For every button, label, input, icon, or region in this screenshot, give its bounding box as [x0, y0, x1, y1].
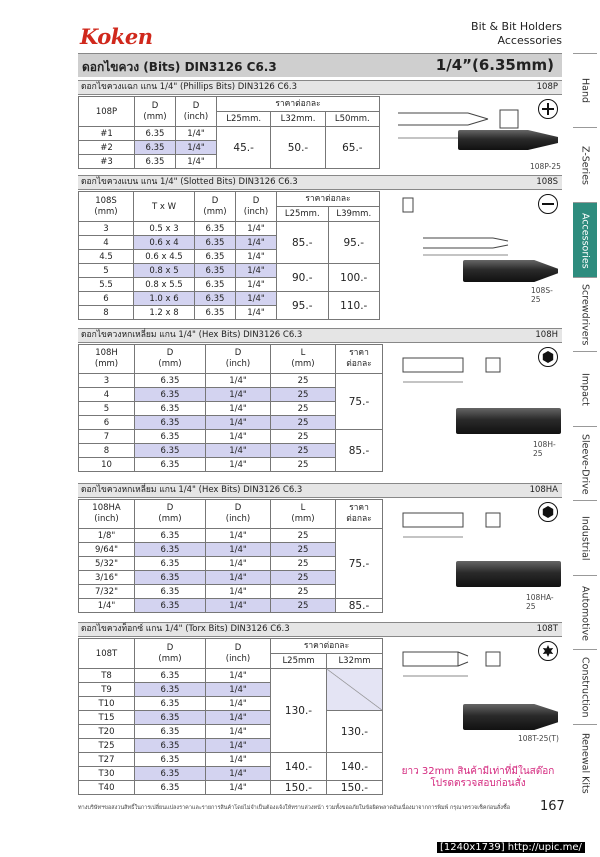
- slotted-icon: [538, 194, 558, 214]
- tab-accessories[interactable]: [573, 202, 597, 278]
- tab-label: Impact: [579, 373, 591, 406]
- tab-label: Automotive: [579, 585, 591, 641]
- table-cell: T25: [79, 739, 135, 753]
- section-title: ดอกไขควงแฉก แกน 1/4" (Phillips Bits) DIN3126 C6.3: [81, 82, 297, 92]
- table-row: [79, 127, 380, 141]
- phillips-bit-photo: [458, 130, 558, 150]
- table-cell: 1/4": [206, 585, 271, 599]
- table-cell: 25: [271, 388, 336, 402]
- table-cell: T27: [79, 753, 135, 767]
- table-cell: 3/16": [79, 571, 135, 585]
- table-cell: 75.-: [336, 529, 383, 599]
- table-cell: 6.35: [135, 444, 206, 458]
- hex-mm-caption: 108H-25: [533, 440, 556, 458]
- table-cell: 6.35: [135, 374, 206, 388]
- table-cell: 0.8 x 5.5: [134, 278, 195, 292]
- section-header: [78, 80, 562, 95]
- table-cell: 1.0 x 6: [134, 292, 195, 306]
- table-cell: 1/4": [206, 599, 271, 613]
- table-cell: 25: [271, 416, 336, 430]
- section-header: [78, 622, 562, 637]
- section-code: 108P: [536, 82, 558, 92]
- table-row: [79, 222, 380, 236]
- footer-disclaimer: ทางบริษัทฯขอสงวนสิทธิ์ในการเปลี่ยนแปลงราคาและรายการสินค้าโดยไม่จำเป็นต้องแจ้งให้ทราบล่วงหน้า รวมทั้งขออภัยในข้อผิดพลาดอันเนื่องมาจากการพิมพ์ กรุณาตรวจเช็คก่อนสั่งซื้อ: [78, 805, 511, 811]
- table-cell: 6.35: [195, 264, 236, 278]
- table-cell: 6.35: [135, 585, 206, 599]
- table-cell: L (mm): [271, 500, 336, 529]
- table-cell: 1/4": [236, 222, 277, 236]
- tab-construction[interactable]: [573, 649, 597, 725]
- page-number: 167: [540, 799, 565, 814]
- table-cell: 9/64": [79, 543, 135, 557]
- table-cell: 25: [271, 444, 336, 458]
- section-title: ดอกไขควงหกเหลี่ยม แกน 1/4" (Hex Bits) DIN3126 C6.3: [81, 330, 303, 340]
- table-cell: D (mm): [135, 97, 176, 127]
- tab-hand[interactable]: [573, 53, 597, 128]
- section-hex-mm: [78, 328, 562, 474]
- table-cell: 108HA (inch): [79, 500, 135, 529]
- table-row: [79, 264, 380, 278]
- table-cell: 1/4": [236, 292, 277, 306]
- tab-label: Screwdrivers: [579, 284, 591, 346]
- table-cell: 1/4": [206, 557, 271, 571]
- table-cell: 7: [79, 430, 135, 444]
- torx-diagram: [398, 644, 528, 684]
- table-cell: D (mm): [135, 500, 206, 529]
- table-row: [79, 374, 383, 388]
- table-cell: 25: [271, 543, 336, 557]
- table-cell: D (inch): [176, 97, 217, 127]
- table-cell: D (inch): [206, 500, 271, 529]
- table-cell: 100.-: [328, 264, 380, 292]
- tab-screwdrivers[interactable]: [573, 277, 597, 352]
- table-cell: 4: [79, 236, 134, 250]
- table-cell: 25: [271, 529, 336, 543]
- table-cell: 1/4": [206, 402, 271, 416]
- table-cell: #1: [79, 127, 135, 141]
- table-cell: 130.-: [271, 669, 327, 753]
- table-cell: 0.6 x 4: [134, 236, 195, 250]
- table-cell: 1/4": [176, 155, 217, 169]
- table-cell: 6.35: [135, 141, 176, 155]
- tab-label: Renewal Kits: [579, 732, 591, 794]
- table-cell: 6.35: [135, 711, 206, 725]
- table-cell: 150.-: [271, 781, 327, 795]
- table-cell: 0.5 x 3: [134, 222, 195, 236]
- table-cell: 108T: [79, 639, 135, 669]
- section-code: 108HA: [529, 485, 558, 495]
- phillips-table: [78, 96, 380, 169]
- table-cell: 8: [79, 306, 134, 320]
- table-cell: 1/4": [206, 374, 271, 388]
- table-cell: 6.35: [135, 430, 206, 444]
- tab-renewal-kits[interactable]: [573, 724, 597, 801]
- table-cell: L32mm: [327, 654, 383, 669]
- tab-label: Z-Series: [579, 146, 591, 185]
- table-cell: 1/4": [236, 250, 277, 264]
- table-cell: 1/4": [206, 683, 271, 697]
- table-cell: T15: [79, 711, 135, 725]
- table-cell: D (mm): [195, 192, 236, 222]
- table-cell: 6.35: [135, 571, 206, 585]
- hex-inch-bit-photo: [456, 561, 561, 587]
- table-cell: 75.-: [336, 374, 383, 430]
- section-title: ดอกไขควงแบน แกน 1/4" (Slotted Bits) DIN3126 C6.3: [81, 177, 298, 187]
- table-cell: 6.35: [195, 292, 236, 306]
- table-cell: 25: [271, 402, 336, 416]
- phillips-icon: [538, 99, 558, 119]
- hex-inch-diagram: [398, 505, 528, 545]
- hex-inch-table: [78, 499, 383, 613]
- table-cell: 6.35: [135, 402, 206, 416]
- drive-size: 1/4”(6.35mm): [435, 56, 554, 74]
- table-cell: 1/4": [206, 388, 271, 402]
- table-cell: 6.35: [135, 127, 176, 141]
- table-cell: 6.35: [135, 767, 206, 781]
- table-cell: 1/4": [206, 739, 271, 753]
- table-cell: 1/4": [206, 543, 271, 557]
- hex-icon: [538, 347, 558, 367]
- table-cell: 1/4": [206, 444, 271, 458]
- table-cell: 85.-: [277, 222, 329, 264]
- table-cell: 65.-: [325, 127, 379, 169]
- tab-label: Sleeve-Drive: [579, 433, 591, 495]
- table-cell: 95.-: [277, 292, 329, 320]
- hex-icon: [538, 502, 558, 522]
- table-cell: 25: [271, 374, 336, 388]
- table-cell: 108P: [79, 97, 135, 127]
- section-hex-inch: [78, 483, 562, 613]
- table-cell: 1/4": [206, 697, 271, 711]
- table-cell: 150.-: [327, 781, 383, 795]
- table-row: [79, 711, 383, 725]
- table-cell: 90.-: [277, 264, 329, 292]
- slotted-table: [78, 191, 380, 320]
- table-cell: 8: [79, 444, 135, 458]
- table-cell: 25: [271, 585, 336, 599]
- table-cell: T30: [79, 767, 135, 781]
- table-cell: 1/4": [206, 458, 271, 472]
- table-cell: 108H (mm): [79, 345, 135, 374]
- table-cell: 0.8 x 5: [134, 264, 195, 278]
- table-cell: 3: [79, 222, 134, 236]
- table-cell: 5: [79, 264, 134, 278]
- table-cell: 5.5: [79, 278, 134, 292]
- slotted-diagram: [398, 193, 538, 258]
- table-cell: 1/4": [236, 264, 277, 278]
- section-code: 108T: [536, 624, 558, 634]
- table-cell: 1/4": [206, 571, 271, 585]
- table-cell: 5/32": [79, 557, 135, 571]
- header-line2: Accessories: [497, 34, 562, 47]
- table-cell: L (mm): [271, 345, 336, 374]
- table-cell: L25mm: [271, 654, 327, 669]
- table-cell: 1/4": [206, 529, 271, 543]
- table-cell: 6.35: [135, 683, 206, 697]
- table-cell: L25mm.: [217, 112, 271, 127]
- section-slotted: [78, 175, 562, 320]
- table-cell: D (mm): [135, 345, 206, 374]
- table-cell: 7/32": [79, 585, 135, 599]
- na-cell: [327, 669, 383, 711]
- table-cell: 5: [79, 402, 135, 416]
- tab-industrial[interactable]: [573, 500, 597, 576]
- tab-impact[interactable]: [573, 351, 597, 427]
- hex-mm-table: [78, 344, 383, 472]
- table-cell: ราคาต่อกละ: [217, 97, 380, 112]
- table-cell: #2: [79, 141, 135, 155]
- table-cell: 85.-: [336, 599, 383, 613]
- section-header: [78, 483, 562, 498]
- section-code: 108H: [535, 330, 558, 340]
- koken-logo: Koken: [80, 24, 153, 49]
- table-cell: 6: [79, 292, 134, 306]
- table-cell: 25: [271, 458, 336, 472]
- table-cell: 6.35: [135, 155, 176, 169]
- table-cell: 1/4": [236, 236, 277, 250]
- tab-label: Construction: [579, 657, 591, 718]
- section-code: 108S: [536, 177, 558, 187]
- table-row: [79, 529, 383, 543]
- table-cell: 108S (mm): [79, 192, 134, 222]
- tab-sleeve-drive[interactable]: [573, 426, 597, 501]
- phillips-caption: 108P-25: [530, 162, 561, 171]
- tab-label: Hand: [579, 78, 591, 104]
- table-cell: 6.35: [195, 278, 236, 292]
- table-cell: 1/4": [206, 416, 271, 430]
- stock-note: ยาว 32mm สินค้ามีเท่าที่มีในสต๊อก โปรดตรวจสอบก่อนสั่ง: [401, 766, 555, 789]
- table-cell: 1/4": [176, 141, 217, 155]
- table-cell: 95.-: [328, 222, 380, 264]
- table-cell: T x W: [134, 192, 195, 222]
- table-cell: 6.35: [135, 458, 206, 472]
- title-bar: [78, 53, 562, 77]
- table-cell: 1.2 x 8: [134, 306, 195, 320]
- table-cell: T10: [79, 697, 135, 711]
- table-cell: T20: [79, 725, 135, 739]
- table-cell: D (mm): [135, 639, 206, 669]
- table-cell: 25: [271, 599, 336, 613]
- table-cell: 6.35: [135, 599, 206, 613]
- slotted-bit-photo: [463, 260, 558, 282]
- table-cell: 6.35: [135, 669, 206, 683]
- table-cell: 6.35: [135, 543, 206, 557]
- table-cell: 45.-: [217, 127, 271, 169]
- table-cell: L25mm.: [277, 207, 329, 222]
- table-cell: 50.-: [271, 127, 325, 169]
- table-cell: 6.35: [135, 753, 206, 767]
- table-cell: 4: [79, 388, 135, 402]
- hex-mm-bit-photo: [456, 408, 561, 434]
- table-cell: 1/4": [206, 753, 271, 767]
- table-cell: T8: [79, 669, 135, 683]
- page-header: [471, 20, 562, 48]
- table-cell: D (inch): [236, 192, 277, 222]
- section-header: [78, 175, 562, 190]
- table-row: [79, 781, 383, 795]
- torx-caption: 108T-25(T): [518, 734, 559, 743]
- hex-mm-diagram: [398, 350, 528, 390]
- table-cell: 1/4": [206, 711, 271, 725]
- hex-inch-caption: 108HA-25: [526, 593, 554, 611]
- table-cell: 1/4": [79, 599, 135, 613]
- section-header: [78, 328, 562, 343]
- table-row: [79, 599, 383, 613]
- table-cell: 6.35: [135, 697, 206, 711]
- table-cell: 6: [79, 416, 135, 430]
- table-cell: L50mm.: [325, 112, 379, 127]
- table-cell: T9: [79, 683, 135, 697]
- table-cell: ราคา ต่อกละ: [336, 345, 383, 374]
- table-cell: 6.35: [195, 236, 236, 250]
- table-cell: 4.5: [79, 250, 134, 264]
- table-cell: 6.35: [135, 529, 206, 543]
- table-cell: D (inch): [206, 345, 271, 374]
- table-row: [79, 669, 383, 683]
- table-cell: 25: [271, 557, 336, 571]
- section-title: ดอกไขควงท็อกซ์ แกน 1/4" (Torx Bits) DIN3126 C6.3: [81, 624, 290, 634]
- table-cell: D (inch): [206, 639, 271, 669]
- table-cell: 1/4": [206, 781, 271, 795]
- table-cell: ราคาต่อกละ: [271, 639, 383, 654]
- table-cell: 1/4": [176, 127, 217, 141]
- table-row: [79, 753, 383, 767]
- table-cell: 6.35: [135, 388, 206, 402]
- watermark: [1240x1739] http://upic.me/: [437, 842, 585, 853]
- torx-table: [78, 638, 383, 795]
- table-row: [79, 430, 383, 444]
- table-cell: L32mm.: [271, 112, 325, 127]
- table-cell: 130.-: [327, 711, 383, 753]
- table-cell: 110.-: [328, 292, 380, 320]
- table-cell: 6.35: [135, 781, 206, 795]
- page-title: ดอกไขควง (Bits) DIN3126 C6.3: [82, 60, 277, 74]
- table-cell: 1/4": [206, 669, 271, 683]
- header-line1: Bit & Bit Holders: [471, 20, 562, 33]
- table-cell: 6.35: [135, 725, 206, 739]
- table-cell: 85.-: [336, 430, 383, 472]
- table-cell: T40: [79, 781, 135, 795]
- section-title: ดอกไขควงหกเหลี่ยม แกน 1/4" (Hex Bits) DIN3126 C6.3: [81, 485, 303, 495]
- table-cell: 0.6 x 4.5: [134, 250, 195, 264]
- table-cell: 1/4": [236, 306, 277, 320]
- tab-label: Industrial: [579, 516, 591, 561]
- table-cell: 3: [79, 374, 135, 388]
- table-cell: 1/4": [206, 725, 271, 739]
- table-cell: #3: [79, 155, 135, 169]
- table-cell: 6.35: [195, 306, 236, 320]
- table-cell: 1/8": [79, 529, 135, 543]
- table-cell: 140.-: [327, 753, 383, 781]
- tab-z-series[interactable]: [573, 127, 597, 203]
- table-cell: 25: [271, 430, 336, 444]
- table-cell: 6.35: [135, 739, 206, 753]
- table-cell: ราคา ต่อกละ: [336, 500, 383, 529]
- table-cell: 1/4": [236, 278, 277, 292]
- section-phillips: [78, 80, 562, 172]
- table-cell: 1/4": [206, 430, 271, 444]
- table-cell: 6.35: [135, 416, 206, 430]
- table-cell: 6.35: [195, 222, 236, 236]
- table-cell: 140.-: [271, 753, 327, 781]
- torx-bit-photo: [463, 704, 558, 730]
- table-cell: L39mm.: [328, 207, 380, 222]
- table-cell: 25: [271, 571, 336, 585]
- table-cell: 6.35: [195, 250, 236, 264]
- torx-icon: [538, 641, 558, 661]
- table-row: [79, 292, 380, 306]
- slotted-caption: 108S-25: [531, 286, 553, 304]
- table-cell: 6.35: [135, 557, 206, 571]
- table-cell: 1/4": [206, 767, 271, 781]
- table-cell: 10: [79, 458, 135, 472]
- table-cell: ราคาต่อกละ: [277, 192, 380, 207]
- tab-label: Accessories: [579, 212, 591, 269]
- tab-automotive[interactable]: [573, 575, 597, 650]
